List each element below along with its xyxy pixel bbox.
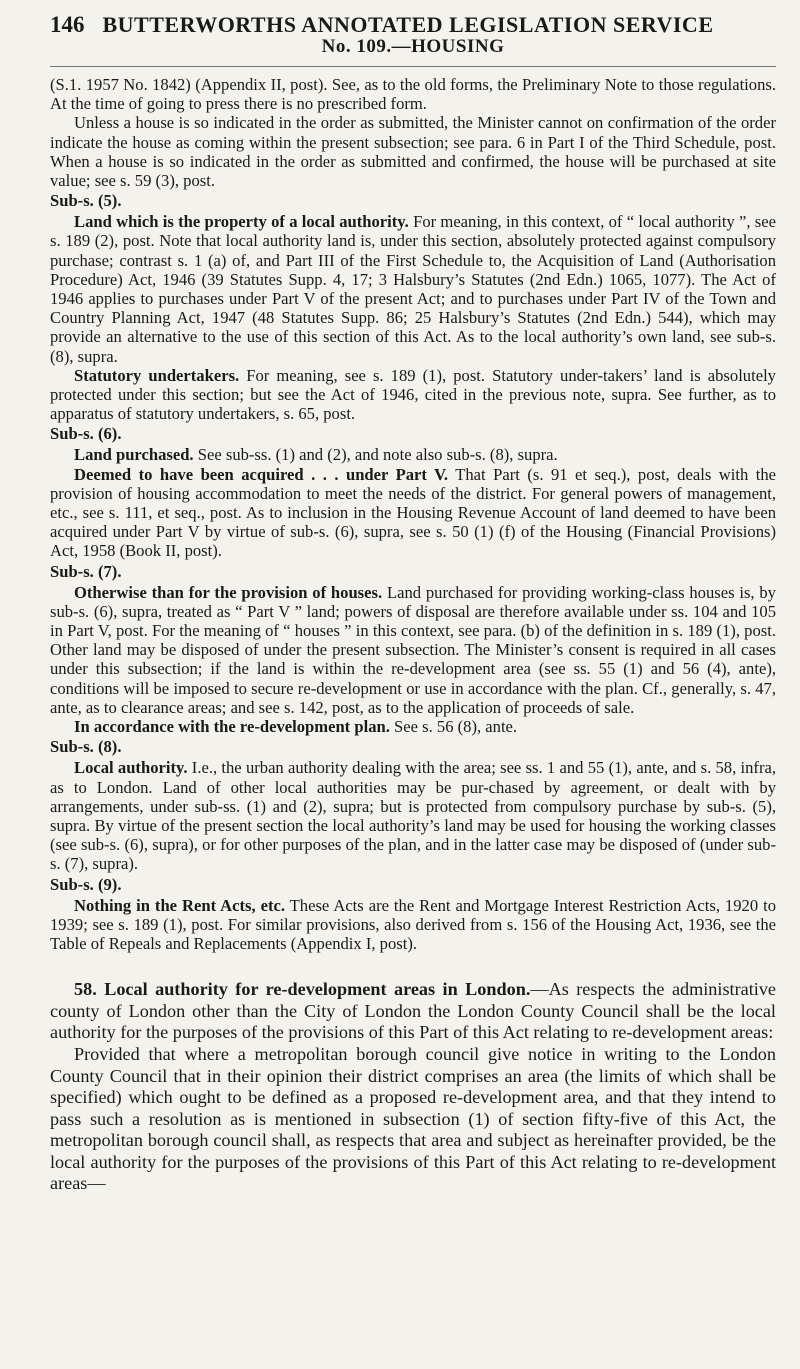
note-text: For meaning, in this context, of “ local authority ”, see s. 189 (2), post. Note that local authority land is, under this section, absolutely protected against compulsory purchase; contrast s. 1 (a) of, and Part III of the First Schedule to, the Acquisition of Land (Authorisation Procedure) Act, 1946 (39 Statutes Supp. 4, 17; 3 Halsbury’s Statutes (2nd Edn.) 1065, 1077). The Act of 1946 applies to purchases under Part V of the present Act; and to purchases under Part IV of the Town and Country Planning Act, 1947 (48 Statutes Supp. 86; 25 Halsbury’s Statutes (2nd Edn.) 544), which may provide an alternative to the use of this section of this Act. As to the local authority’s own land, see sub-s. (8), supra. [50, 212, 776, 366]
note-paragraph: (S.1. 1957 No. 1842) (Appendix II, post). See, as to the old forms, the Preliminary Note to those regulations. At the time of going to press there is no prescribed form. [50, 75, 776, 114]
note-heading: Nothing in the Rent Acts, etc. [74, 895, 285, 915]
note-text: For meaning, see s. 189 (1), post. Statutory under-takers’ land is absolutely protected under this section; but see the Act of 1946, cited in the previous note, supra. See further, as to apparatus of statutory undertakers, s. 65, post. [50, 365, 776, 424]
note-paragraph [50, 717, 776, 736]
section-text: —As respects the administrative county of London other than the City of London the London County Council shall be the local authority for the purposes of the provisions of this Part of this Act relating to re-development areas: [50, 979, 776, 1043]
subsection-label: Sub-s. (5). [50, 191, 122, 211]
note-text: I.e., the urban authority dealing with the area; see ss. 1 and 55 (1), ante, and s. 58, infra, as to London. Land of other local authorities may be pur-chased by agreement, or dealt with by arrangements, under sub-ss. (1) and (2), supra; but is protected from compulsory purchase by sub-s. (5), supra. By virtue of the present section the local authority’s land may be used for housing the working classes (see sub-s. (6), supra), or for other purposes of the plan, and in the latter case may be disposed of (under sub-s. (7), supra). [50, 758, 776, 874]
note-paragraph [50, 758, 776, 873]
note-heading: In accordance with the re-development plan. [74, 717, 390, 737]
section-heading: 58. Local authority for re-development areas in London. [74, 979, 531, 1000]
running-head [50, 12, 776, 38]
note-text: These Acts are the Rent and Mortgage Interest Restriction Acts, 1920 to 1939; see s. 189 (1), post. For similar provisions, also derived from s. 156 of the Housing Act, 1936, see the Table of Repeals and Replacements (Appendix I, post). [50, 895, 776, 953]
note-paragraph [50, 212, 776, 366]
subsection-label: Sub-s. (9). [50, 874, 122, 894]
note-heading: Statutory undertakers. [74, 365, 240, 385]
subsection-label: Sub-s. (7). [50, 561, 122, 581]
note-heading: Local authority. [74, 758, 188, 778]
note-heading: Land which is the property of a local authority. [74, 212, 409, 232]
note-text: See s. 56 (8), ante. [394, 717, 518, 737]
note-paragraph [50, 583, 776, 717]
note-text: Land purchased for providing working-class houses is, by sub-s. (6), supra, treated as “ Part V ” land; powers of disposal are therefore available under ss. 104 and 105 in Part V, post. For the meaning of “ houses ” in this context, see para. (b) of the definition in s. 189 (1), post. Other land may be disposed of under the present subsection. The Minister’s consent is required in all cases under this subsection; if the land is within the re-development area (see ss. 55 (1) and 56 (4), ante), conditions will be imposed to secure re-development or use in accordance with the plan. Cf., generally, s. 47, ante, as to clearance areas; and see s. 142, post, as to the application of proceeds of sale. [50, 582, 776, 717]
subsection-label: Sub-s. (6). [50, 424, 122, 444]
act-title: No. 109.—HOUSING [321, 36, 505, 57]
note-paragraph [50, 465, 776, 561]
note-paragraph: Unless a house is so indicated in the order as submitted, the Minister cannot on confirmation of the order indicate the house as coming within the present subsection; see para. 6 in Part I of the Third Schedule, post. When a house is so indicated in the order as submitted and confirmed, the house will be purchased at site value; see s. 59 (3), post. [50, 113, 776, 191]
subsection-label: Sub-s. (8). [50, 737, 122, 757]
series-title: BUTTERWORTHS ANNOTATED LEGISLATION SERVICE [102, 12, 714, 37]
note-paragraph [50, 896, 776, 954]
note-heading: Land purchased. [74, 445, 194, 465]
section-58 [50, 979, 776, 1195]
section-proviso: Provided that where a metropolitan borough council give notice in writing to the London County Council that in their opinion their district comprises an area (the limits of which shall be specified) which ought to be defined as a proposed re-development area, and that they intend to pass such a resolution as is mentioned in subsection (1) of section fifty-five of this Act, the metropolitan borough council shall, as respects that area and subject as hereinafter provided, be the local authority for the purposes of the provisions of this Part of this Act relating to re-development areas— [50, 1043, 776, 1194]
page-number: 146 [50, 12, 85, 37]
section-paragraph [50, 979, 776, 1044]
annotations [50, 75, 776, 953]
note-heading: Otherwise than for the provision of houses. [74, 582, 383, 602]
note-text: See sub-ss. (1) and (2), and note also sub-s. (8), supra. [197, 445, 558, 465]
note-heading: Deemed to have been acquired . . . under Part V. [74, 464, 449, 484]
note-paragraph [50, 445, 776, 464]
note-paragraph [50, 366, 776, 424]
header-rule [50, 66, 776, 67]
note-text: That Part (s. 91 et seq.), post, deals with the provision of housing accommodation to meet the needs of the district. For general powers of management, etc., see s. 111, et seq., post. As to inclusion in the Housing Revenue Account of land deemed to have been acquired under Part V by virtue of sub-s. (6), supra, see s. 50 (1) (f) of the Housing (Financial Provisions) Act, 1958 (Book II, post). [50, 464, 776, 561]
